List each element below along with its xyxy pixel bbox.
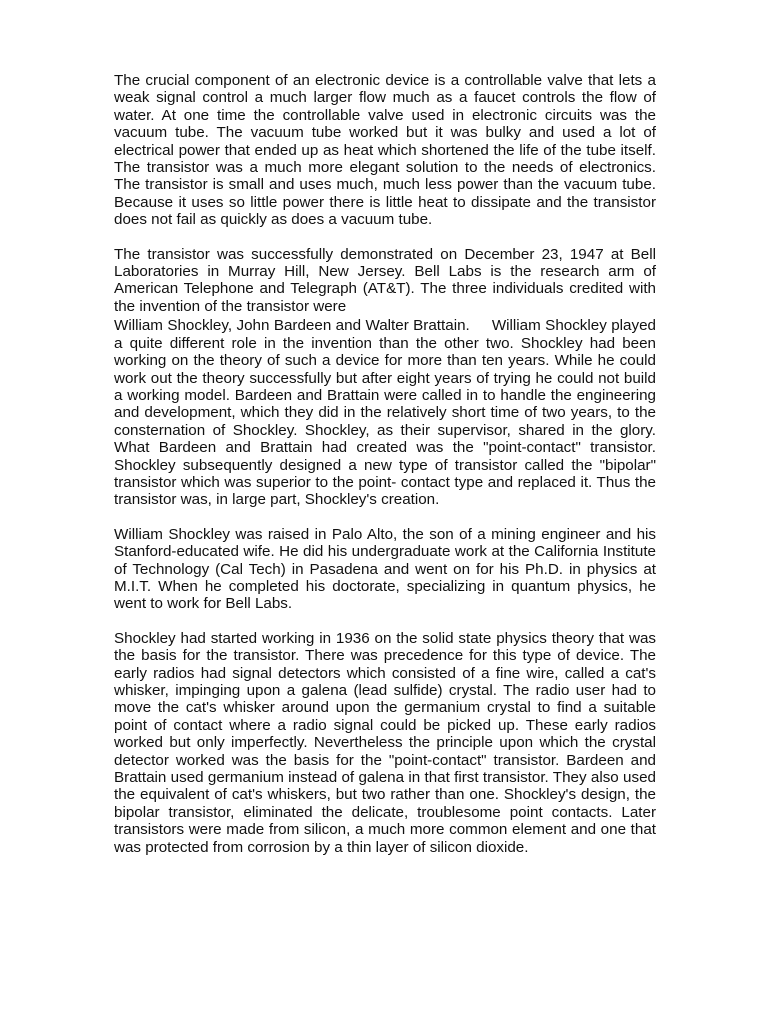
paragraph-inventors: William Shockley, John Bardeen and Walter Brattain. William Shockley played a quite different role in the invention than the other two. Shockley had been working on the theory of such a device for more than ten years. While he could work out the theory successfully but after eight years of trying he could not build a working model. Bardeen and Brattain were called in to handle the engineering and development, which they did in the relatively short time of two years, to the consternation of Shockley. Shockley, as their supervisor, shared in the glory. What Bardeen and Brattain had created was the "point-contact" transistor. Shockley subsequently designed a new type of transistor called the "bipolar" transistor which was superior to the point- contact type and replaced it. Thus the transistor was, in large part, Shockley's creation. <box>114 317 661 509</box>
paragraph-crystal-detector: Shockley had started working in 1936 on the solid state physics theory that was the basis for the transistor. There was precedence for this type of device. The early radios had signal detectors which consisted of a fine wire, called a cat's whisker, impinging upon a galena (lead sulfide) crystal. The radio user had to move the cat's whisker around upon the germanium crystal to find a suitable point of contact where a radio signal could be picked up. These early radios worked but only imperfectly. Nevertheless the principle upon which the crystal detector worked was the basis for the "point-contact" transistor. Bardeen and Brattain used germanium instead of galena in that first transistor. They also used the equivalent of cat's whiskers, but two rather than one. Shockley's design, the bipolar transistor, eliminated the delicate, troublesome point contacts. Later transistors were made from silicon, a much more common element and one that was protected from corrosion by a thin layer of silicon dioxide. <box>114 629 656 856</box>
body-text <box>114 72 661 873</box>
paragraph-bell-labs: The transistor was successfully demonstrated on December 23, 1947 at Bell Laboratories in Murray Hill, New Jersey. Bell Labs is the research arm of American Telephone and Telegraph (AT&T). The three individuals credited with the invention of the transistor were <box>114 245 656 315</box>
paragraph-shockley-background: William Shockley was raised in Palo Alto, the son of a mining engineer and his Stanford-educated wife. He did his undergraduate work at the California Institute of Technology (Cal Tech) in Pasadena and went on for his Ph.D. in physics at M.I.T. When he completed his doctorate, specializing in quantum physics, he went to work for Bell Labs. <box>114 525 656 613</box>
paragraph-vacuum-tube: The crucial component of an electronic device is a controllable valve that lets a weak signal control a much larger flow much as a faucet controls the flow of water. At one time the controllable valve used in electronic circuits was the vacuum tube. The vacuum tube worked but it was bulky and used a lot of electrical power that ended up as heat which shortened the life of the tube itself. The transistor was a much more elegant solution to the needs of electronics. The transistor is small and uses much, much less power than the vacuum tube. Because it uses so little power there is little heat to dissipate and the transistor does not fail as quickly as does a vacuum tube. <box>114 72 656 229</box>
